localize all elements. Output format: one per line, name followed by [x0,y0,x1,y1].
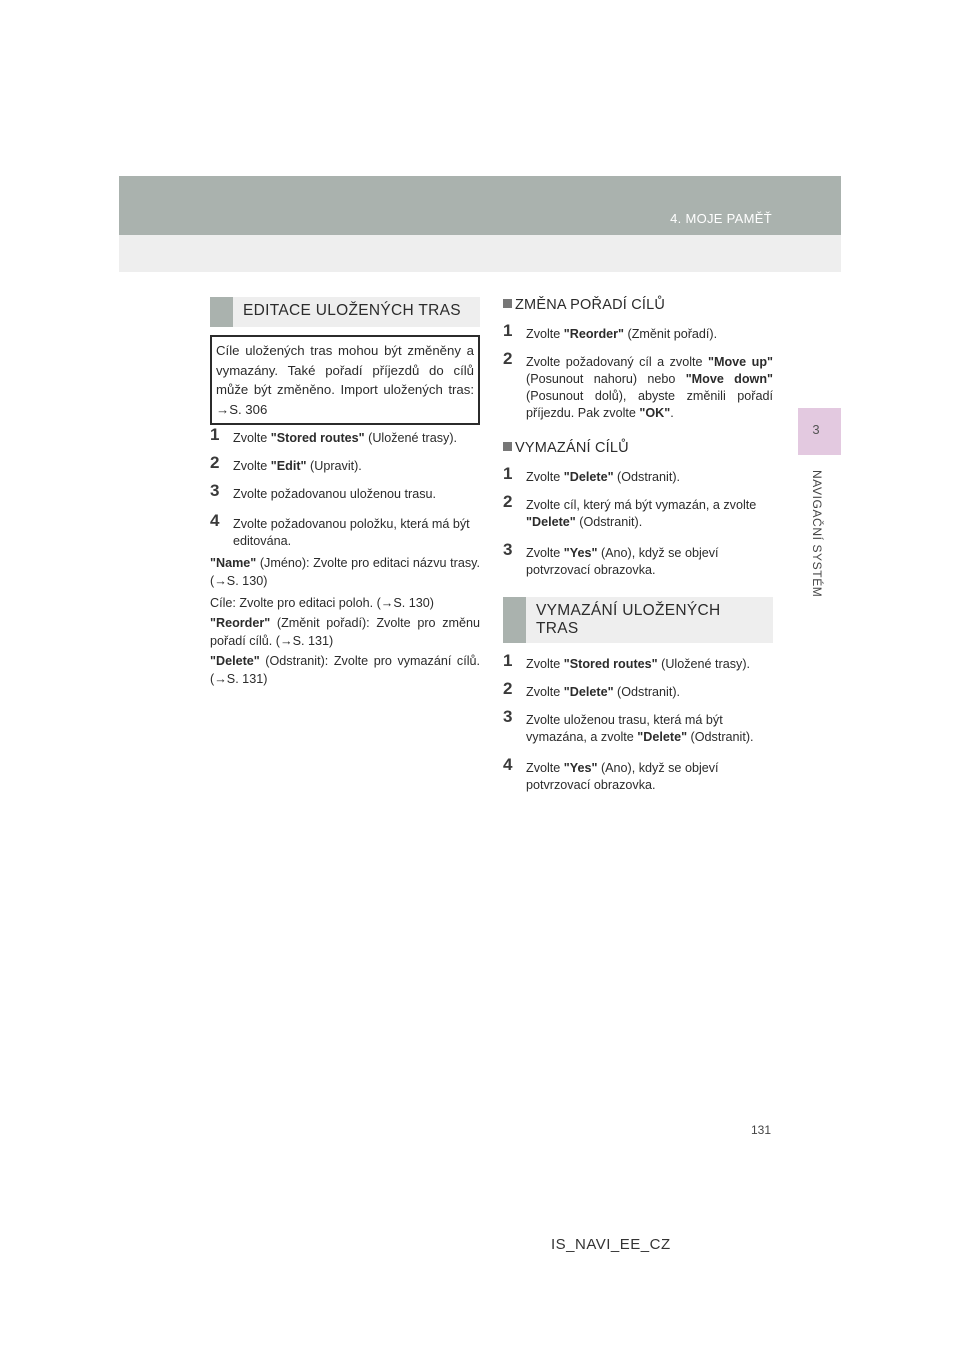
delete-step-2: 2 Zvolte cíl, který má být vymazán, a zvolte "Delete" (Odstranit). [503,492,757,529]
section-heading-text: EDITACE ULOŽENÝCH TRAS [243,302,461,319]
document-code: IS_NAVI_EE_CZ [551,1236,671,1253]
item-name: "Name" (Jméno): Zvolte pro editaci názvu trasy. (→S. 130) [210,556,480,588]
item-delete: "Delete" (Odstranit): Zvolte pro vymazání cílů. (→S. 131) [210,654,480,686]
subheading-reorder: ZMĚNA POŘADÍ CÍLŮ [503,297,665,313]
header-strip [119,235,841,272]
step-3: 3 Zvolte požadovanou uloženou trasu. [210,481,437,501]
step-1: 1 Zvolte "Stored routes" (Uložené trasy). [210,425,458,445]
chapter-tab-number: 3 [812,422,820,437]
delete-route-step-4: 4 Zvolte "Yes" (Ano), když se objeví potvrzovací obrazovka. [503,755,719,792]
info-box: Cíle uložených tras mohou být změněny a vymazány. Také pořadí příjezdů do cílů může být změněno. Import uložených tras: →S. 306 [210,335,480,425]
square-bullet-icon [503,299,512,308]
item-destinations: Cíle: Zvolte pro editaci poloh. (→S. 130) [210,596,434,610]
step-number: 3 [210,481,220,500]
delete-route-step-3: 3 Zvolte uloženou trasu, která má být vymazána, a zvolte "Delete" (Odstranit). [503,707,754,744]
step-number: 1 [503,464,513,483]
page-number: 131 [751,1123,772,1137]
step-number: 1 [210,425,220,444]
delete-step-3: 3 Zvolte "Yes" (Ano), když se objeví potvrzovací obrazovka. [503,540,719,577]
delete-route-step-2: 2 Zvolte "Delete" (Odstranit). [503,679,681,699]
square-bullet-icon [503,442,512,451]
reorder-step-2: 2 Zvolte požadovaný cíl a zvolte "Move up" (Posunout nahoru) nebo "Move down" (Posunout dolů), abyste změnili pořadí příjezdu. Pak zvolte "OK". [503,349,773,420]
heading-marker [210,297,233,327]
reorder-step-1: 1 Zvolte "Reorder" (Změnit pořadí). [503,321,718,341]
subheading-delete-destinations: VYMAZÁNÍ CÍLŮ [503,440,629,456]
step-number: 4 [210,511,220,530]
step-number: 2 [503,679,513,698]
section-heading-edit-routes [210,297,480,327]
delete-step-1: 1 Zvolte "Delete" (Odstranit). [503,464,681,484]
section-heading-text: VYMAZÁNÍ ULOŽENÝCH TRAS [536,602,721,637]
step-number: 1 [503,651,513,670]
item-reorder: "Reorder" (Změnit pořadí): Zvolte pro změnu pořadí cílů. (→S. 131) [210,616,480,648]
chapter-side-label: NAVIGAČNÍ SYSTÉM [810,470,824,598]
step-number: 3 [503,707,513,726]
step-number: 4 [503,755,513,774]
step-number: 2 [503,492,513,511]
step-number: 2 [503,349,513,368]
chapter-title: 4. MOJE PAMĚŤ [670,211,772,226]
header-bar [119,176,841,235]
step-number: 2 [210,453,220,472]
delete-route-step-1: 1 Zvolte "Stored routes" (Uložené trasy). [503,651,751,671]
step-number: 1 [503,321,513,340]
step-4: 4 Zvolte požadovanou položku, která má být editována. [210,511,470,548]
section-heading-delete-routes [503,597,773,643]
chapter-tab [798,408,841,455]
heading-marker [503,597,526,643]
step-number: 3 [503,540,513,559]
step-2: 2 Zvolte "Edit" (Upravit). [210,453,362,473]
